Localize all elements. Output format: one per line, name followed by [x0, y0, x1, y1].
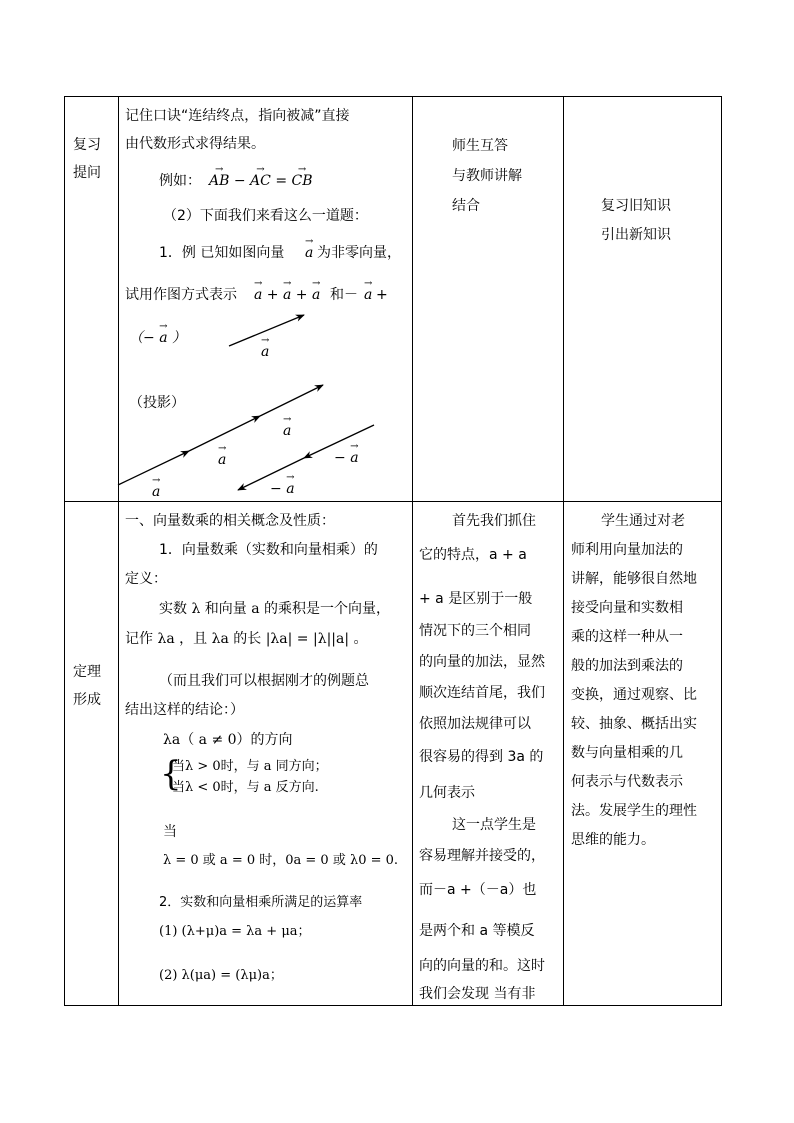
row2-intent-line8: 较、抽象、概括出实: [571, 716, 697, 732]
law-heading: 2．实数和向量相乘所满足的运算率: [159, 895, 363, 910]
row2-method-line5: 的向量的加法，显然: [419, 654, 545, 670]
diagram-label-a-3: → a: [152, 482, 160, 502]
example2-expression: → a + → a + → a: [254, 285, 320, 305]
row2-method-line9: 几何表示: [419, 785, 475, 801]
row2-intent-line2: 师利用向量加法的: [571, 542, 683, 558]
example2-and: 和－: [330, 287, 358, 303]
row2-method-line15: 我们会发现 当有非: [419, 986, 536, 1002]
row2-method-line13: 是两个和 a 等模反: [419, 923, 535, 939]
example3-text: （− → a ）: [129, 328, 186, 348]
diagram-label-a-2: → a: [218, 450, 226, 470]
row1-text-line1: 记住口诀“连结终点，指向被减”直接: [125, 108, 350, 124]
row2-method-line2: 它的特点，a + a: [419, 547, 527, 563]
row2-method-line7: 依照加法规律可以: [419, 716, 531, 732]
diagram-label-neg-a-2: − → a: [270, 479, 295, 499]
case-negative: 当λ < 0时，与 a 反方向.: [172, 780, 319, 795]
row1-intent-line1: 复习旧知识: [601, 198, 671, 214]
row2-intent-line12: 思维的能力。: [571, 832, 655, 848]
row2-method-line14: 向的向量的和。这时: [419, 958, 545, 974]
section-heading: 一、向量数乘的相关概念及性质：: [125, 513, 335, 529]
law-1: (1) (λ+μ)a = λa + μa；: [159, 924, 311, 939]
definition-heading-cont: 定义：: [125, 571, 167, 587]
example1-suffix: 为非零向量，: [317, 245, 401, 261]
row2-intent-line4: 接受向量和实数相: [571, 600, 683, 616]
law-2: (2) λ(μa) = (λμ)a；: [159, 968, 283, 983]
row1-method-line2: 与教师讲解: [452, 168, 522, 184]
diagram-label-a-top: → a: [261, 342, 269, 362]
row2-intent-line1: 学生通过对老: [601, 513, 685, 529]
example-prefix: 例如：: [159, 173, 201, 189]
row2-intent-line6: 般的加法到乘法的: [571, 658, 683, 674]
example2-vector: → a: [364, 285, 372, 305]
row1-text-line2: 由代数形式求得结果。: [125, 136, 265, 152]
row2-intent-line5: 乘的这样一种从一: [571, 629, 683, 645]
row2-method-line3: + a 是区别于一般: [419, 591, 533, 607]
row1-method-line3: 结合: [452, 198, 480, 214]
row2-method-line1: 首先我们抓住: [452, 513, 536, 529]
row2-intent-line3: 讲解，能够很自然地: [571, 571, 697, 587]
row1-method-line1: 师生互答: [452, 138, 508, 154]
row1-label-line1: 复习: [73, 137, 101, 153]
row2-label-line2: 形成: [73, 692, 101, 708]
zero-condition: λ = 0 或 a = 0 时，0a = 0 或 λ0 = 0.: [163, 853, 399, 868]
row2-method-line8: 很容易的得到 3a 的: [419, 749, 544, 765]
row2-method-line12: 而－a +（－a）也: [419, 882, 537, 898]
direction-line: λa（ a ≠ 0）的方向: [163, 732, 293, 748]
brace: {: [160, 754, 182, 794]
example-formula: → AB − → AC = → CB: [209, 171, 313, 191]
diagram-label-neg-a-1: − → a: [334, 448, 359, 468]
projection-label: （投影）: [129, 395, 185, 411]
row2-method-line11: 容易理解并接受的，: [419, 848, 545, 864]
row2-intent-line9: 数与向量相乘的几: [571, 745, 683, 761]
definition-line1: 实数 λ 和向量 a 的乘积是一个向量，: [159, 601, 391, 617]
case-positive: 当λ > 0时，与 a 同方向；: [172, 759, 328, 774]
row2-intent-line7: 变换，通过观察、比: [571, 687, 697, 703]
example2-plus: +: [376, 287, 388, 303]
row2-intent-line10: 何表示与代数表示: [571, 774, 683, 790]
row1-intent-line2: 引出新知识: [601, 227, 671, 243]
definition-line2: 记作 λa ，且 λa 的长 |λa| = |λ||a| 。: [125, 631, 368, 647]
row1-label-line2: 提问: [73, 165, 101, 181]
note-line2: 结出这样的结论：）: [125, 702, 244, 718]
row2-method-line6: 顺次连结首尾，我们: [419, 685, 545, 701]
row2-method-line4: 情况下的三个相同: [419, 623, 531, 639]
row2-label-line1: 定理: [73, 664, 101, 680]
definition-heading: 1．向量数乘（实数和向量相乘）的: [159, 542, 378, 558]
row2-intent-line11: 法。发展学生的理性: [571, 803, 697, 819]
diagram-label-a-1: → a: [283, 421, 291, 441]
part2-heading: （2）下面我们来看这么一道题：: [163, 208, 368, 224]
row2-method-line10: 这一点学生是: [452, 817, 536, 833]
example1-vector: → a: [305, 243, 313, 263]
note-line1: （而且我们可以根据刚才的例题总: [159, 673, 369, 689]
sum-arrow-3: [260, 385, 323, 416]
example2-text: 试用作图方式表示: [125, 287, 237, 303]
example1-prefix: 1．例 已知如图向量: [159, 245, 285, 261]
when-word: 当: [163, 824, 177, 840]
